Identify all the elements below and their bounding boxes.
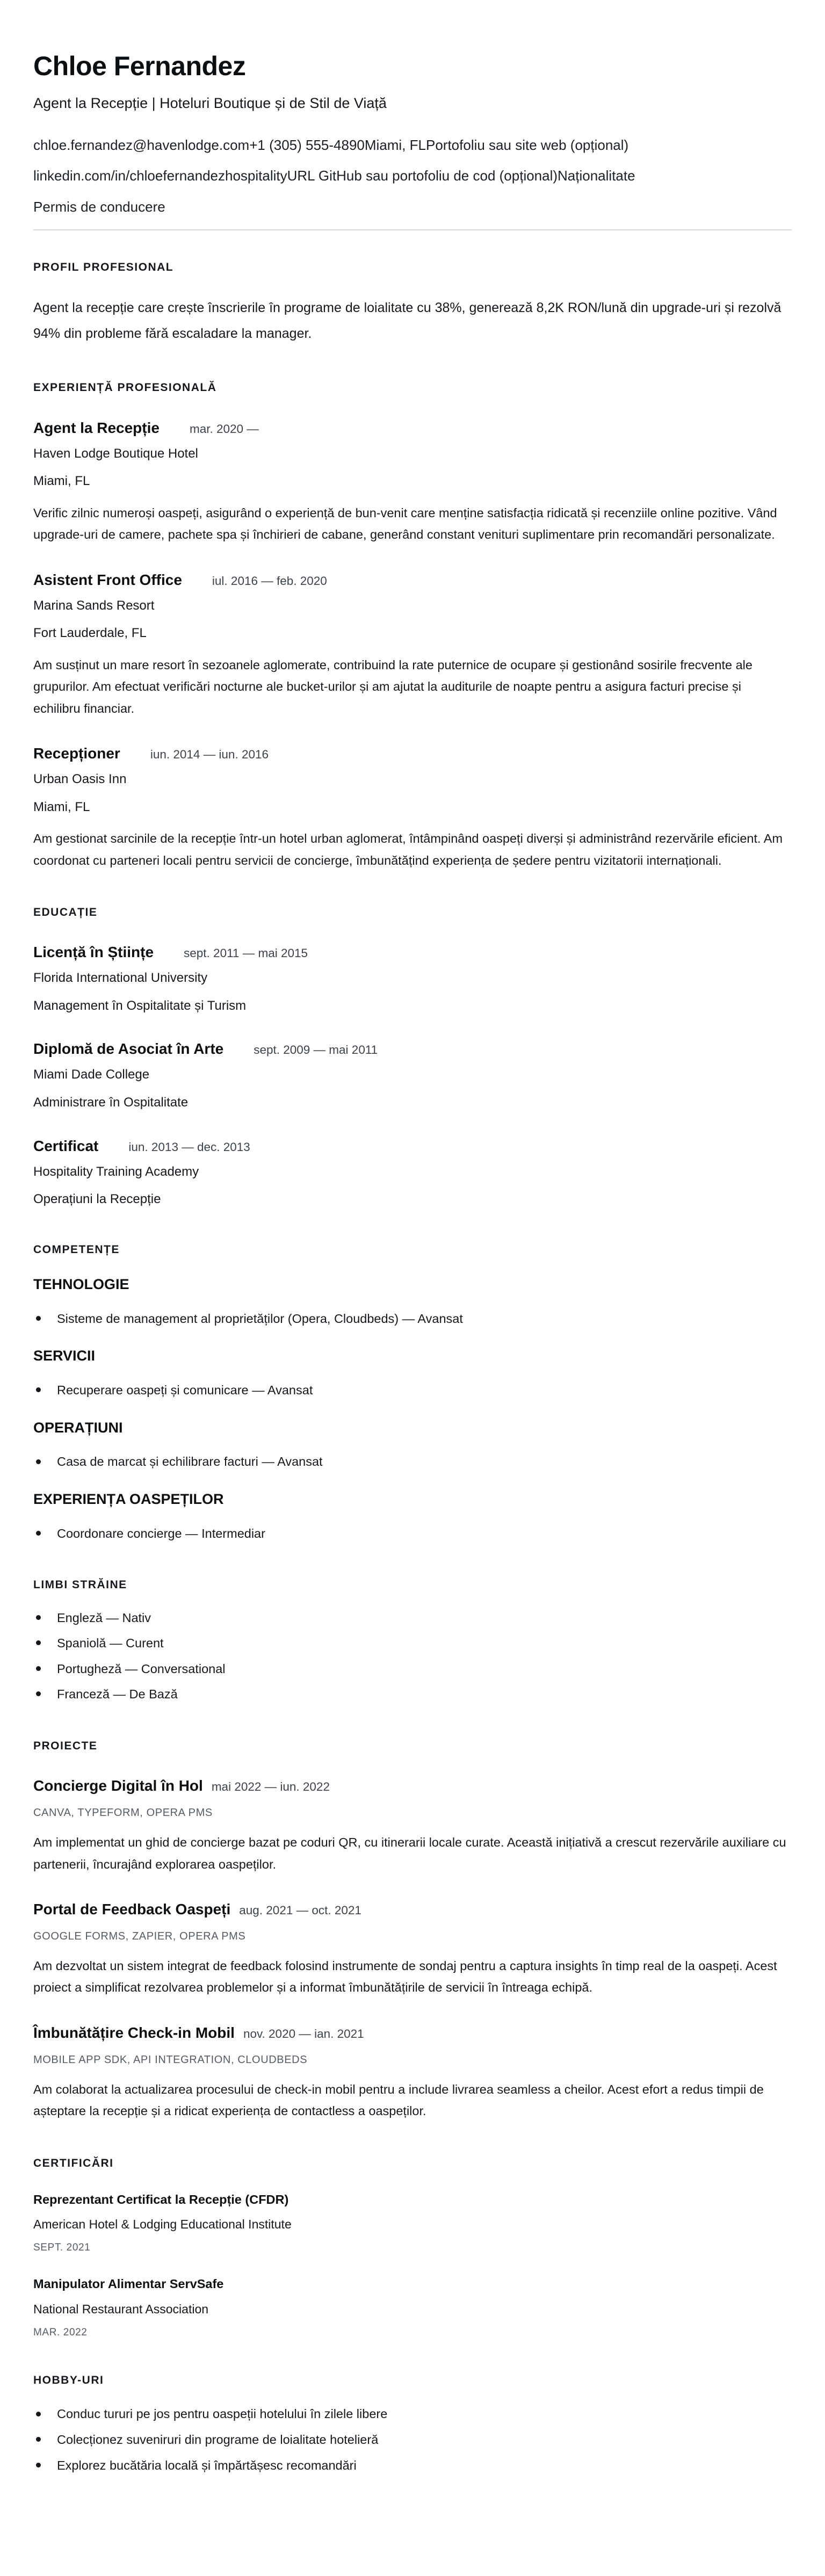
project-title: Portal de Feedback Oaspeți: [33, 1900, 231, 1917]
hobby-list: [33, 2404, 792, 2476]
school-name: Hospitality Training Academy: [33, 1164, 199, 1179]
contact-line: Permis de conducere: [33, 198, 165, 215]
job-location: Miami, FL: [33, 799, 90, 814]
job-location: Miami, FL: [33, 474, 90, 489]
header-divider: [33, 229, 792, 230]
section-certifications: [33, 2157, 792, 2340]
skill-group-name: OPERAȚIUNI: [33, 1419, 123, 1436]
job-location: Fort Lauderdale, FL: [33, 626, 147, 641]
job-entry: [33, 570, 792, 719]
field-of-study: Operațiuni la Recepție: [33, 1192, 161, 1207]
job-header: [33, 418, 792, 437]
education-header: [33, 1039, 792, 1058]
skill-list: [33, 1524, 792, 1544]
project-description: Am dezvoltat un sistem integrat de feedback folosind instrumente de sondaj pentru a captura insights în timp real de la oaspeți. Acest proiect a simplificat rezolvarea problemelor și a informat îmbunătățirile de servicii în întreaga echipă.: [33, 1958, 777, 1995]
skill-list: [33, 1309, 792, 1329]
job-title: Agent la Recepție: [33, 419, 160, 436]
section-profile: [33, 261, 792, 346]
certification-entry: [33, 2276, 792, 2339]
job-company: Haven Lodge Boutique Hotel: [33, 446, 198, 461]
degree-title: Diplomă de Asociat în Arte: [33, 1040, 224, 1058]
certification-issuer: National Restaurant Association: [33, 2302, 209, 2317]
skill-item: Casa de marcat și echilibrare facturi — Avansat: [33, 1452, 792, 1472]
skill-list: [33, 1452, 792, 1472]
project-header: [33, 2023, 792, 2042]
project-tools: CANVA, TYPEFORM, OPERA PMS: [33, 1807, 213, 1819]
education-period: sept. 2009 — mai 2011: [254, 1043, 378, 1057]
certifications-heading: CERTIFICĂRI: [33, 2157, 114, 2169]
job-period: mar. 2020 —: [189, 422, 259, 436]
job-title: Asistent Front Office: [33, 571, 182, 588]
school-name: Miami Dade College: [33, 1067, 150, 1082]
hobby-item: Colecționez suveniruri din programe de loialitate hotelieră: [33, 2430, 792, 2450]
job-description: Am gestionat sarcinile de la recepție într-un hotel urban aglomerat, întâmpinând oaspeți diverși și administrând rezervările eficient. Am coordonat cu parteneri locali pentru servicii de concierge, îmbunătățind experiența de ședere pentru vizitatorii internaționali.: [33, 831, 783, 867]
project-period: aug. 2021 — oct. 2021: [239, 1903, 361, 1917]
education-period: sept. 2011 — mai 2015: [184, 946, 308, 960]
hobbies-heading: HOBBY-URI: [33, 2374, 104, 2387]
education-entry: [33, 943, 792, 1015]
job-entry: [33, 418, 792, 546]
project-description: Am colaborat la actualizarea procesului de check-in mobil pentru a include livrarea seamless a cheilor. Acest efort a redus timpii de așteptare la recepție și a ridicat experiența de contactless a oaspeților.: [33, 2082, 764, 2118]
project-title: Concierge Digital în Hol: [33, 1777, 203, 1794]
job-company: Marina Sands Resort: [33, 598, 155, 613]
school-name: Florida International University: [33, 971, 208, 986]
skill-item: Coordonare concierge — Intermediar: [33, 1524, 792, 1544]
profile-summary: Agent la recepție care crește înscrierile în programe de loialitate cu 38%, generează 8,2K RON/lună din upgrade-uri și rezolvă 94% din probleme fără escaladare la manager.: [33, 300, 781, 341]
section-projects: [33, 1739, 792, 2122]
skill-group-name: SERVICII: [33, 1348, 96, 1364]
job-header: [33, 744, 792, 763]
skill-item: Sisteme de management al proprietăților (Opera, Cloudbeds) — Avansat: [33, 1309, 792, 1329]
language-item: Franceză — De Bază: [33, 1684, 792, 1705]
project-header: [33, 1776, 792, 1795]
project-entry: [33, 1776, 792, 1875]
project-tools: MOBILE APP SDK, API INTEGRATION, CLOUDBEDS: [33, 2053, 308, 2066]
job-description: Am susținut un mare resort în sezoanele aglomerate, contribuind la rate puternice de ocupare și gestionând sosirile frecvente ale grupurilor. Am efectuat verificări nocturne ale bucket-urilor și am ajutat la auditurile de noapte pentru a asigura facturi precise și echilibru financiar.: [33, 657, 752, 715]
job-description: Verific zilnic numeroși oaspeți, asigurând o experiență de bun-venit care menține satisfacția ridicată și recenziile online pozitive. Vând upgrade-uri de camere, pachete spa și închirieri de cabane, generând constant venituri suplimentare prin recomandări personalizate.: [33, 505, 777, 542]
language-item: Portugheză — Conversational: [33, 1659, 792, 1680]
section-experience: [33, 381, 792, 871]
job-header: [33, 570, 792, 589]
candidate-name: Chloe Fernandez: [33, 51, 246, 81]
certification-date: SEPT. 2021: [33, 2241, 91, 2253]
certification-name: Manipulator Alimentar ServSafe: [33, 2277, 224, 2291]
job-period: iul. 2016 — feb. 2020: [212, 574, 327, 588]
project-period: mai 2022 — iun. 2022: [211, 1780, 330, 1794]
certification-issuer: American Hotel & Lodging Educational Institute: [33, 2217, 292, 2232]
field-of-study: Management în Ospitalitate și Turism: [33, 998, 247, 1013]
projects-heading: PROIECTE: [33, 1739, 98, 1752]
section-education: [33, 906, 792, 1209]
profile-heading: PROFIL PROFESIONAL: [33, 261, 174, 274]
field-of-study: Administrare în Ospitalitate: [33, 1095, 189, 1110]
section-hobbies: [33, 2374, 792, 2476]
job-title: Recepționer: [33, 745, 120, 762]
certification-name: Reprezentant Certificat la Recepție (CFDR): [33, 2192, 289, 2206]
degree-title: Certificat: [33, 1137, 99, 1154]
contact-line: linkedin.com/in/chloefernandezhospitalityURL GitHub sau portofoliu de cod (opțional)Naționalitate: [33, 168, 635, 184]
degree-title: Licență în Științe: [33, 944, 154, 961]
project-description: Am implementat un ghid de concierge bazat pe coduri QR, cu itinerarii locale curate. Această inițiativă a crescut rezervările auxiliare cu partenerii, încurajând explorarea oaspeților.: [33, 1835, 786, 1871]
education-heading: EDUCAȚIE: [33, 906, 98, 919]
education-entry: [33, 1039, 792, 1111]
skill-group-name: EXPERIENȚA OASPEȚILOR: [33, 1491, 224, 1508]
project-entry: [33, 1900, 792, 1999]
section-languages: [33, 1578, 792, 1705]
skill-item: Recuperare oaspeți și comunicare — Avansat: [33, 1380, 792, 1401]
skills-heading: COMPETENȚE: [33, 1243, 120, 1256]
skill-list: [33, 1380, 792, 1401]
job-entry: [33, 744, 792, 871]
job-period: iun. 2014 — iun. 2016: [150, 748, 269, 762]
project-entry: [33, 2023, 792, 2122]
experience-heading: EXPERIENȚĂ PROFESIONALĂ: [33, 381, 217, 394]
hobby-item: Explorez bucătăria locală și împărtășesc recomandări: [33, 2456, 792, 2476]
education-header: [33, 1137, 792, 1155]
project-header: [33, 1900, 792, 1919]
resume-header: [33, 52, 792, 230]
language-list: [33, 1608, 792, 1705]
candidate-headline: Agent la Recepție | Hoteluri Boutique și de Stil de Viață: [33, 95, 387, 111]
certification-date: MAR. 2022: [33, 2326, 88, 2338]
certification-entry: [33, 2191, 792, 2255]
language-item: Engleză — Nativ: [33, 1608, 792, 1629]
job-company: Urban Oasis Inn: [33, 772, 127, 787]
education-period: iun. 2013 — dec. 2013: [128, 1140, 250, 1154]
project-title: Îmbunătățire Check-in Mobil: [33, 2024, 235, 2041]
education-header: [33, 943, 792, 961]
education-entry: [33, 1137, 792, 1209]
languages-heading: LIMBI STRĂINE: [33, 1579, 127, 1591]
contact-line: chloe.fernandez@havenlodge.com+1 (305) 555-4890Miami, FLPortofoliu sau site web (opțional): [33, 137, 629, 154]
skill-group-name: TEHNOLOGIE: [33, 1276, 129, 1292]
section-skills: [33, 1243, 792, 1544]
project-tools: GOOGLE FORMS, ZAPIER, OPERA PMS: [33, 1930, 246, 1942]
hobby-item: Conduc tururi pe jos pentru oaspeții hotelului în zilele libere: [33, 2404, 792, 2425]
language-item: Spaniolă — Curent: [33, 1633, 792, 1654]
contact-block: [33, 135, 792, 216]
project-period: nov. 2020 — ian. 2021: [243, 2027, 364, 2040]
